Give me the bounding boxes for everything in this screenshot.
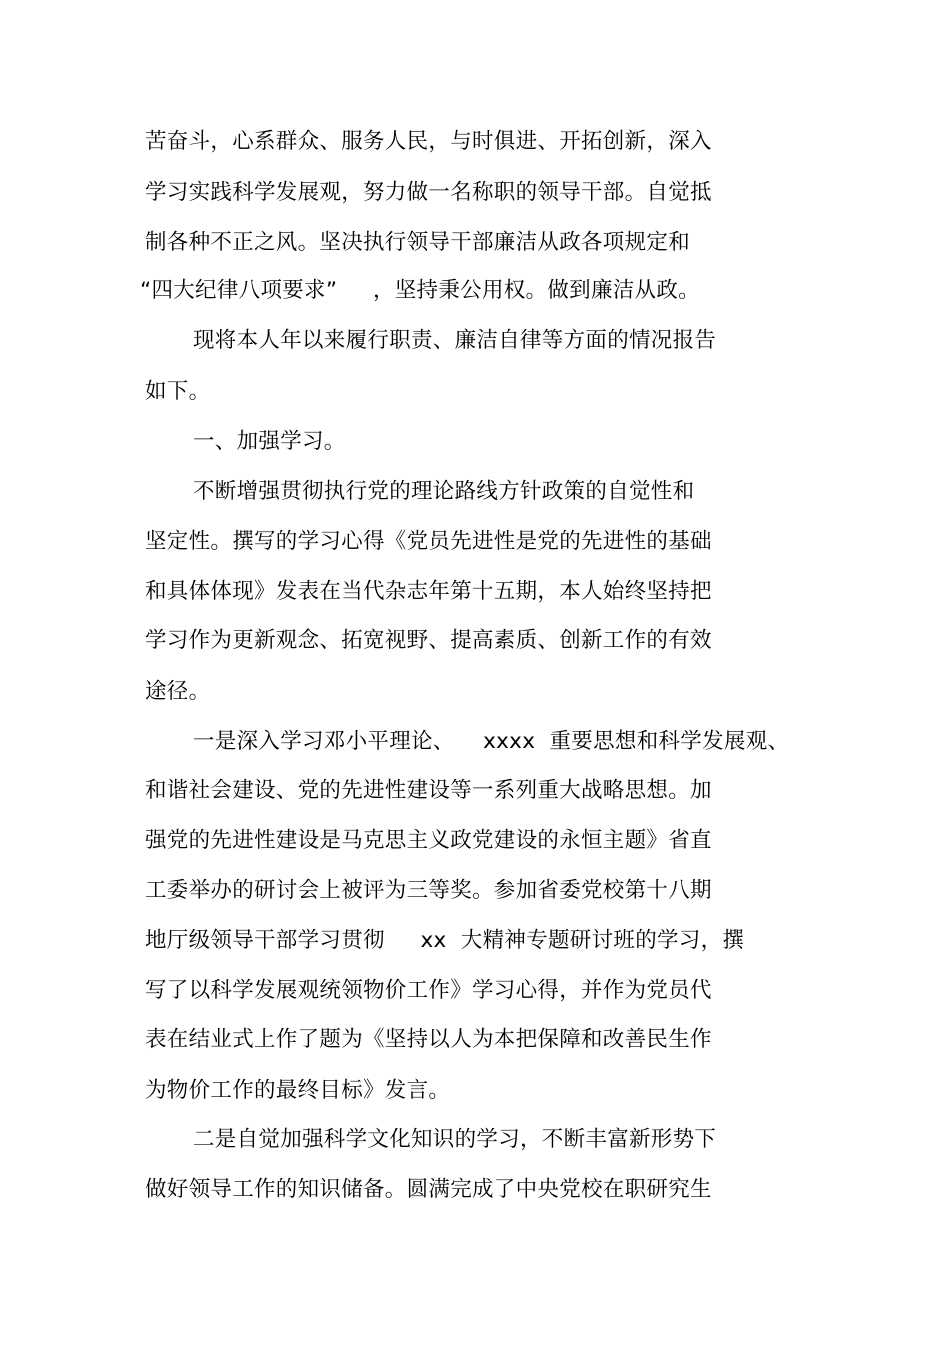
text-line-11: 学习作为更新观念、拓宽视野、提高素质、创新工作的有效 bbox=[145, 628, 712, 653]
section-heading: 一、加强学习。 bbox=[193, 429, 346, 454]
text-line-3: 制各种不正之风。坚决执行领导干部廉洁从政各项规定和 bbox=[145, 230, 691, 255]
text-line-1: 苦奋斗，心系群众、服务人民，与时俱进、开拓创新，深入 bbox=[145, 129, 712, 154]
text-line-6: 如下。 bbox=[145, 379, 211, 404]
text-line-12: 途径。 bbox=[145, 679, 211, 704]
text-line-16: 工委举办的研讨会上被评为三等奖。参加省委党校第十八期 bbox=[145, 878, 712, 903]
text-line-13: 一是深入学习邓小平理论、 xxxx 重要思想和科学发展观、 bbox=[193, 729, 790, 754]
text-line-15: 强党的先进性建设是马克思主义政党建设的永恒主题》省直 bbox=[145, 828, 712, 853]
text-line-17: 地厅级领导干部学习贯彻 xx 大精神专题研讨班的学习，撰 bbox=[145, 928, 745, 953]
text-line-8: 不断增强贯彻执行党的理论路线方针政策的自觉性和 bbox=[193, 479, 695, 504]
text-line-10: 和具体体现》发表在当代杂志年第十五期，本人始终坚持把 bbox=[145, 579, 712, 604]
text-line-21: 二是自觉加强科学文化知识的学习，不断丰富新形势下 bbox=[193, 1127, 717, 1152]
text-line-19: 表在结业式上作了题为《坚持以人为本把保障和改善民生作 bbox=[145, 1027, 712, 1052]
text-line-4: “四大纪律八项要求” ，坚持秉公用权。做到廉洁从政。 bbox=[140, 278, 700, 303]
text-line-9: 坚定性。撰写的学习心得《党员先进性是党的先进性的基础 bbox=[145, 529, 712, 554]
text-line-20: 为物价工作的最终目标》发言。 bbox=[145, 1078, 451, 1103]
text-line-5: 现将本人年以来履行职责、廉洁自律等方面的情况报告 bbox=[193, 328, 717, 353]
text-line-2: 学习实践科学发展观，努力做一名称职的领导干部。自觉抵 bbox=[145, 180, 712, 205]
text-line-18: 写了以科学发展观统领物价工作》学习心得，并作为党员代 bbox=[145, 978, 712, 1003]
text-line-14: 和谐社会建设、党的先进性建设等一系列重大战略思想。加 bbox=[145, 778, 712, 803]
text-line-22: 做好领导工作的知识储备。圆满完成了中央党校在职研究生 bbox=[145, 1177, 712, 1202]
